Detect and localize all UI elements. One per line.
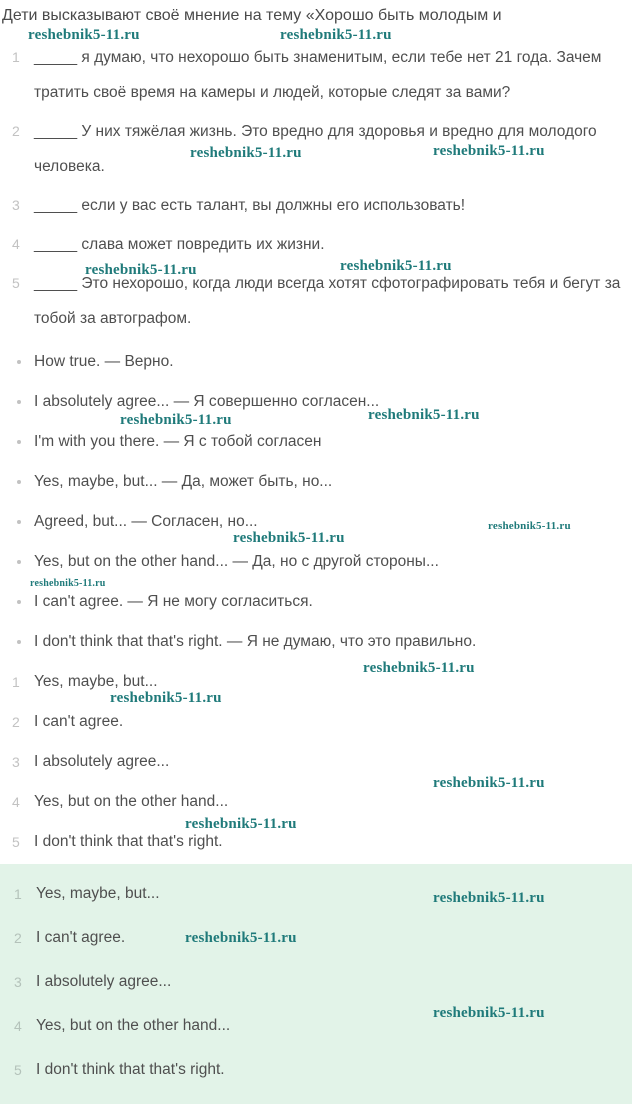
task-text: _____ Это нехорошо, когда люди всегда хотят сфотографировать тебя и бегут за тобой за автографом. [34, 275, 621, 327]
watermark: reshebnik5-11.ru [30, 578, 106, 589]
task-text: _____ если у вас есть талант, вы должны его использовать! [34, 197, 466, 214]
answer-text: Yes, maybe, but... [34, 673, 158, 690]
phrase-text: I don't think that that's right. — Я не думаю, что это правильно. [34, 633, 477, 650]
answer-item [12, 784, 632, 824]
task-text: _____ я думаю, что нехорошо быть знаменитым, если тебе нет 21 года. Зачем тратить своё время на камеры и людей, которые следят за вами? [34, 49, 602, 101]
item-number: 1 [12, 674, 20, 690]
watermark: reshebnik5-11.ru [488, 520, 571, 532]
task-item [12, 227, 632, 262]
watermark: reshebnik5-11.ru [85, 262, 197, 278]
answer-list [0, 664, 632, 864]
highlighted-answer-item [14, 920, 632, 964]
phrase-item [12, 464, 632, 504]
answer-text: I absolutely agree... [36, 973, 172, 990]
item-number: 4 [12, 794, 20, 810]
highlighted-answer-list [0, 864, 632, 1104]
phrase-text: I'm with you there. — Я с тобой согласен [34, 433, 322, 450]
watermark: reshebnik5-11.ru [28, 27, 140, 43]
watermark: reshebnik5-11.ru [433, 775, 545, 791]
watermark: reshebnik5-11.ru [120, 412, 232, 428]
answer-text: I can't agree. [34, 713, 124, 730]
item-number: 3 [12, 754, 20, 770]
item-number: 2 [14, 930, 22, 946]
watermark: reshebnik5-11.ru [185, 930, 297, 946]
answer-text: I don't think that that's right. [36, 1061, 225, 1078]
answer-text: Yes, but on the other hand... [36, 1017, 231, 1034]
phrase-item [12, 504, 632, 544]
watermark: reshebnik5-11.ru [340, 258, 452, 274]
phrase-text: I absolutely agree... — Я совершенно согласен... [34, 393, 380, 410]
item-number: 2 [12, 123, 20, 139]
answer-item [12, 824, 632, 864]
item-number: 3 [14, 974, 22, 990]
phrase-text: Yes, maybe, but... — Да, может быть, но... [34, 473, 333, 490]
watermark: reshebnik5-11.ru [110, 690, 222, 706]
answer-text: Yes, but on the other hand... [34, 793, 229, 810]
watermark: reshebnik5-11.ru [433, 890, 545, 906]
answer-item [12, 744, 632, 784]
highlighted-answer-item [14, 876, 632, 920]
watermark: reshebnik5-11.ru [368, 407, 480, 423]
watermark: reshebnik5-11.ru [190, 145, 302, 161]
task-item [12, 40, 632, 110]
phrase-item [12, 624, 632, 664]
answer-item [12, 664, 632, 704]
watermark: reshebnik5-11.ru [233, 530, 345, 546]
answer-text: I can't agree. [36, 929, 126, 946]
phrase-item [12, 424, 632, 464]
phrase-text: I can't agree. — Я не могу согласиться. [34, 593, 313, 610]
answer-text: Yes, maybe, but... [36, 885, 160, 902]
phrase-item [12, 584, 632, 624]
phrase-text: Yes, but on the other hand... — Да, но с другой стороны... [34, 553, 439, 570]
item-number: 1 [12, 49, 20, 65]
item-number: 5 [12, 834, 20, 850]
task-item [12, 188, 632, 223]
task-item [12, 266, 632, 336]
watermark: reshebnik5-11.ru [185, 816, 297, 832]
watermark: reshebnik5-11.ru [433, 143, 545, 159]
intro-text: Дети высказывают своё мнение на тему «Хорошо быть молодым и [2, 7, 502, 24]
task-list [0, 40, 632, 336]
phrase-item [12, 544, 632, 584]
answer-text: I don't think that that's right. [34, 833, 223, 850]
item-number: 3 [12, 197, 20, 213]
task-text: _____ слава может повредить их жизни. [34, 236, 325, 253]
watermark: reshebnik5-11.ru [433, 1005, 545, 1021]
item-number: 5 [12, 275, 20, 291]
highlighted-answer-item [14, 964, 632, 1008]
watermark: reshebnik5-11.ru [363, 660, 475, 676]
item-number: 2 [12, 714, 20, 730]
item-number: 4 [14, 1018, 22, 1034]
task-text: _____ У них тяжёлая жизнь. Это вредно для здоровья и вредно для молодого человека. [34, 123, 597, 175]
item-number: 1 [14, 886, 22, 902]
task-item [12, 114, 632, 184]
phrase-list [0, 344, 632, 664]
phrase-text: How true. — Верно. [34, 353, 174, 370]
highlighted-answer-item [14, 1008, 632, 1052]
phrase-item [12, 384, 632, 424]
answer-text: I absolutely agree... [34, 753, 170, 770]
item-number: 4 [12, 236, 20, 252]
answer-item [12, 704, 632, 744]
watermark: reshebnik5-11.ru [280, 27, 392, 43]
phrase-text: Agreed, but... — Согласен, но... [34, 513, 258, 530]
phrase-item [12, 344, 632, 384]
item-number: 5 [14, 1062, 22, 1078]
highlighted-answer-item [14, 1052, 632, 1096]
